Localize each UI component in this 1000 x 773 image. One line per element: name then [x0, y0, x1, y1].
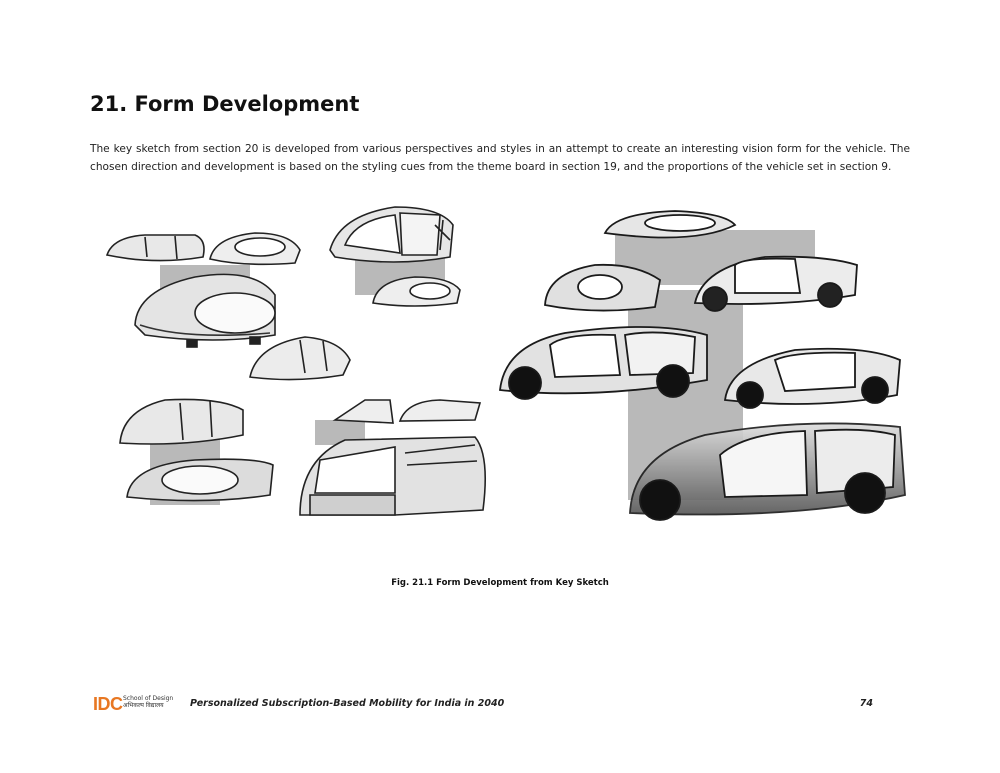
left-sketch-group [107, 207, 485, 515]
page-number: 74 [859, 698, 873, 709]
body-paragraph: The key sketch from section 20 is developed from various perspectives and styles in an attempt to create an interesting vision form for the vehicle. The chosen direction and development is based on the styling cues from the theme board in section 19, and the proportions of the vehicle set in section 9. [90, 143, 910, 173]
figure-caption: Fig. 21.1 Form Development from Key Sketch [391, 578, 609, 588]
sketch-figure [95, 195, 915, 525]
logo-subtitle-hi: अभिकल्प विद्यालय [123, 702, 164, 709]
logo-subtitle-en: School of Design [123, 695, 174, 702]
car-sketches-illustration [95, 195, 915, 525]
logo-subtitle [123, 695, 173, 709]
logo-idc-text: IDC [93, 694, 123, 714]
page-title: 21. Form Development [90, 92, 360, 116]
page-footer [93, 694, 883, 716]
footer-document-title: Personalized Subscription-Based Mobility for India in 2040 [190, 698, 505, 709]
